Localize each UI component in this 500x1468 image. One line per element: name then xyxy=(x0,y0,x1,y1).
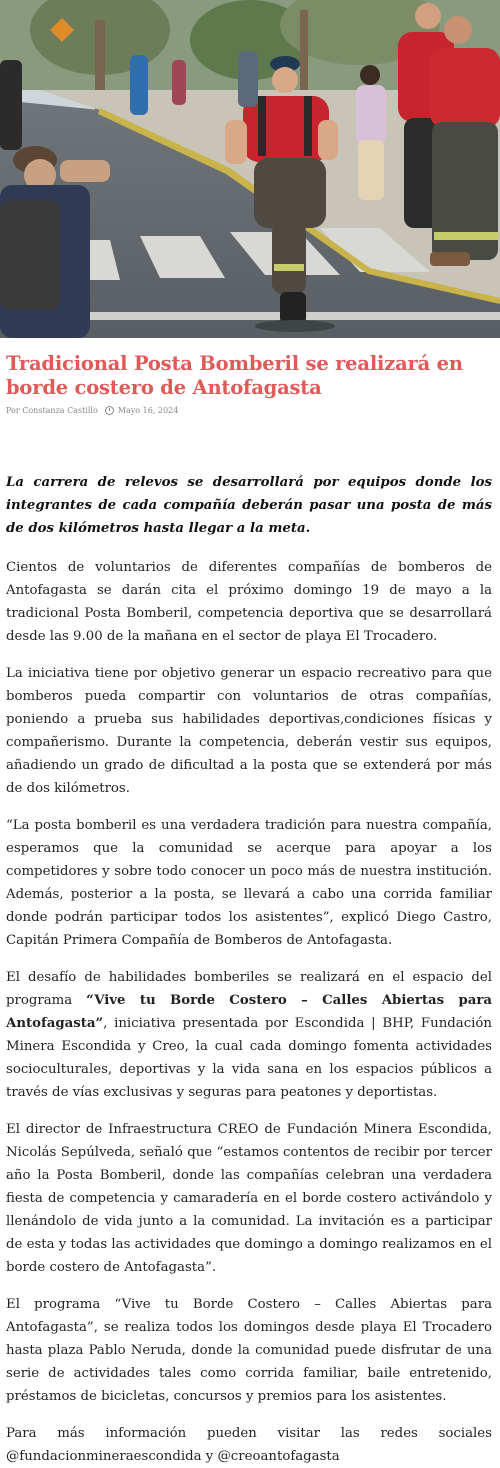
paragraph-2: La iniciativa tiene por objetivo generar un espacio recreativo para que bomberos pueda compartir con voluntarios de otras compañías, poniendo a prueba sus habilidades deportivas,condiciones físicas y compañerismo. Durante la competencia, deberán vestir sus equipos, añadiendo un grado de dificultad a la posta que se extenderá por más de dos kilómetros. xyxy=(6,666,492,796)
hero-photo xyxy=(0,0,500,338)
article-title: Tradicional Posta Bomberil se realizará en borde costero de Antofagasta xyxy=(6,352,463,399)
hero-image xyxy=(0,0,500,338)
article-meta xyxy=(6,406,492,415)
paragraph-4-start: El desafío de habilidades bomberiles se realizará en el espacio del programa xyxy=(6,970,492,1008)
paragraph-1: Cientos de voluntarios de diferentes compañías de bomberos de Antofagasta se darán cita el próximo domingo 19 de mayo a la tradicional Posta Bomberil, competencia deportiva que se desarrollará desde las 9.00 de la mañana en el sector de playa El Trocadero. xyxy=(6,560,492,644)
paragraph-4-end: , iniciativa presentada por Escondida | BHP, Fundación Minera Escondida y Creo, la cual cada domingo fomenta actividades socioculturales, deportivas y la vida sana en los espacios públicos a través de vías exclusivas y seguras para peatones y deportistas. xyxy=(6,1016,492,1100)
paragraph-5: El director de Infraestructura CREO de Fundación Minera Escondida, Nicolás Sepúlveda, señaló que “estamos contentos de recibir por tercer año la Posta Bomberil, donde las compañías celebran una verdadera fiesta de competencia y camaradería en el borde costero activándolo y llenándolo de vida junto a la comunidad. La invitación es a participar de esta y todas las actividades que domingo a domingo realizamos en el borde costero de Antofagasta”. xyxy=(6,1122,492,1275)
paragraph-6: El programa “Vive tu Borde Costero – Calles Abiertas para Antofagasta”, se realiza todos los domingos desde playa El Trocadero hasta plaza Pablo Neruda, donde la comunidad puede disfrutar de una serie de actividades tales como corrida familiar, baile entretenido, préstamos de bicicletas, concursos y premios para los asistentes. xyxy=(6,1297,492,1404)
clock-icon xyxy=(105,406,114,415)
paragraph-3: “La posta bomberil es una verdadera tradición para nuestra compañía, esperamos que la comunidad se acerque para apoyar a los competidores y sobre todo conocer un poco más de nuestra institución. Además, posterior a la posta, se llevará a cabo una corrida familiar donde podrán participar todos los asistentes”, explicó Diego Castro, Capitán Primera Compañía de Bomberos de Antofagasta. xyxy=(6,818,492,948)
paragraph-7: Para más información pueden visitar las redes sociales @fundacionmineraescondida y @creoantofagasta xyxy=(6,1426,492,1464)
paragraph-4 xyxy=(6,966,492,1104)
author-link[interactable]: Por Constanza Castillo xyxy=(6,406,98,415)
publish-date: Mayo 16, 2024 xyxy=(117,406,179,415)
article xyxy=(0,352,500,1468)
article-lead: La carrera de relevos se desarrollará por equipos donde los integrantes de cada compañía deberán pasar una posta de más de dos kilómetros hasta llegar a la meta. xyxy=(6,475,492,536)
program-name: “Vive tu Borde Costero – Calles Abiertas para Antofagasta” xyxy=(6,993,492,1031)
